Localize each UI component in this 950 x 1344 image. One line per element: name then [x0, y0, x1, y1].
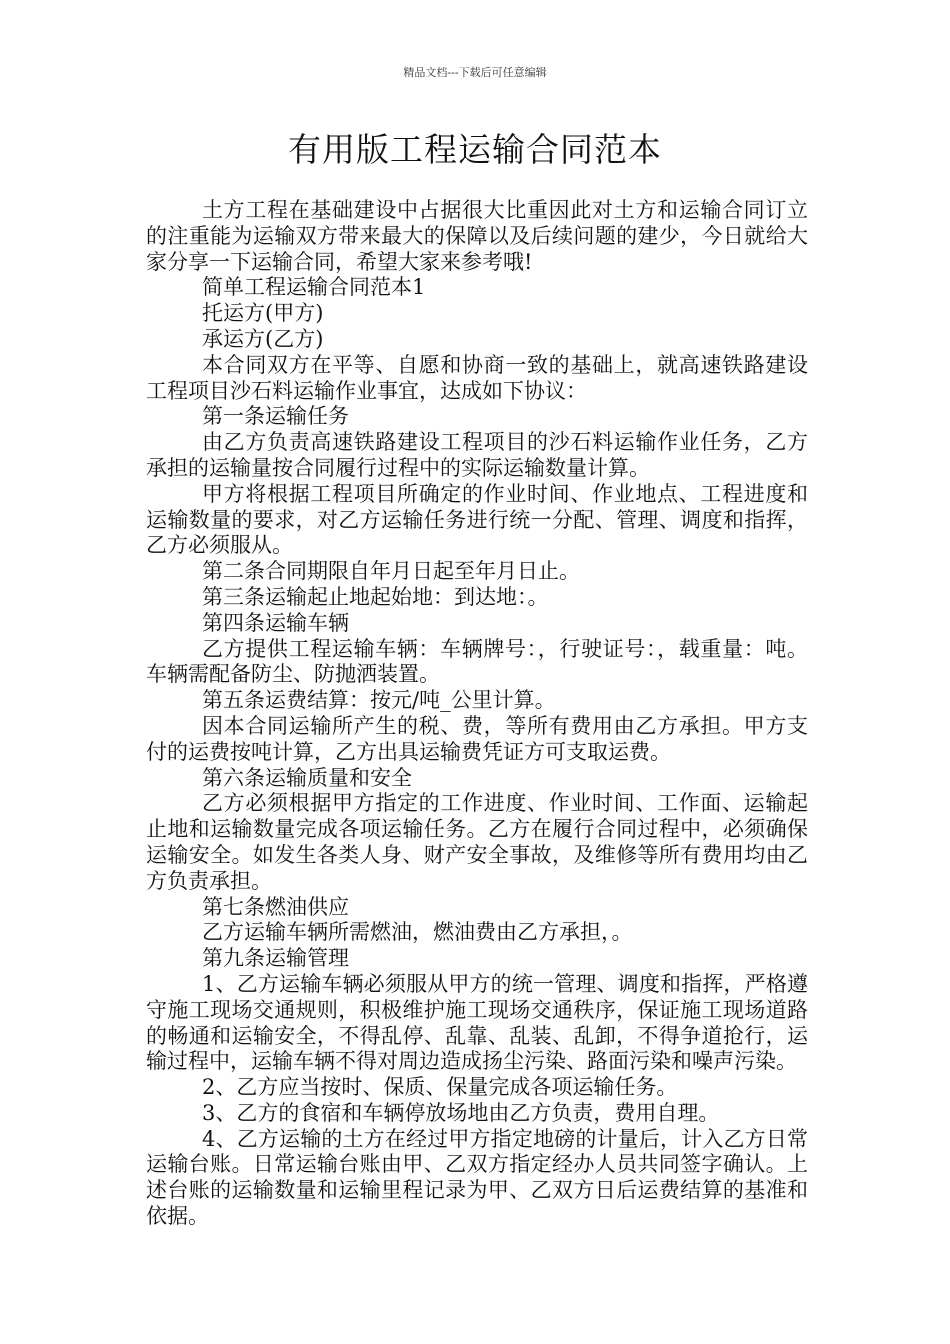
intro-paragraph: 土方工程在基础建设中占据很大比重因此对土方和运输合同订立的注重能为运输双方带来最大的保障以及后续问题的建少，今日就给大家分享一下运输合同，希望大家来参考哦!	[146, 198, 808, 274]
article-heading: 第五条运费结算：按元/吨_公里计算。	[202, 688, 556, 713]
page-header-note: 精品文档---下载后可任意编辑	[403, 66, 547, 79]
document-title: 有用版工程运输合同范本	[288, 130, 662, 169]
article-paragraph: 乙方提供工程运输车辆：车辆牌号：，行驶证号：，载重量：吨。车辆需配备防尘、防抛洒装置。	[146, 636, 808, 687]
article-heading: 第七条燃油供应	[202, 894, 349, 919]
preamble-paragraph: 本合同双方在平等、自愿和协商一致的基础上，就高速铁路建设工程项目沙石料运输作业事宜，达成如下协议：	[146, 352, 808, 403]
article-paragraph: 乙方必须根据甲方指定的工作进度、作业时间、工作面、运输起止地和运输数量完成各项运输任务。乙方在履行合同过程中，必须确保运输安全。如发生各类人身、财产安全事故，及维修等所有费用均由乙方负责承担。	[146, 791, 808, 893]
article-paragraph: 乙方运输车辆所需燃油，燃油费由乙方承担，。	[202, 920, 633, 945]
clause-item: 3、乙方的食宿和车辆停放场地由乙方负责，费用自理。	[202, 1100, 720, 1125]
clause-item: 2、乙方应当按时、保质、保量完成各项运输任务。	[202, 1075, 678, 1100]
article-heading: 第二条合同期限自年月日起至年月日止。	[202, 559, 580, 584]
article-paragraph: 由乙方负责高速铁路建设工程项目的沙石料运输作业任务，乙方承担的运输量按合同履行过程中的实际运输数量计算。	[146, 430, 808, 480]
article-heading: 第六条运输质量和安全	[202, 765, 412, 790]
clause-item: 1、乙方运输车辆必须服从甲方的统一管理、调度和指挥，严格遵守施工现场交通规则，积极维护施工现场交通秩序，保证施工现场道路的畅通和运输安全，不得乱停、乱靠、乱装、乱卸，不得争道抢行，运输过程中，运输车辆不得对周边造成扬尘污染、路面污染和噪声污染。	[146, 971, 808, 1074]
contract-sample-heading: 简单工程运输合同范本1	[202, 275, 426, 300]
article-paragraph: 甲方将根据工程项目所确定的作业时间、作业地点、工程进度和运输数量的要求，对乙方运输任务进行统一分配、管理、调度和指挥，乙方必须服从。	[146, 481, 808, 558]
article-heading: 第三条运输起止地起始地：到达地：。	[202, 584, 549, 609]
article-heading: 第一条运输任务	[202, 404, 349, 429]
article-heading: 第四条运输车辆	[202, 610, 349, 635]
article-heading: 第九条运输管理	[202, 946, 349, 971]
party-a-line: 托运方(甲方)	[202, 301, 324, 326]
document-body	[146, 198, 808, 1230]
clause-item: 4、乙方运输的土方在经过甲方指定地磅的计量后，计入乙方日常运输台账。日常运输台账由甲、乙双方指定经办人员共同签字确认。上述台账的运输数量和运输里程记录为甲、乙双方日后运费结算的基准和依据。	[146, 1126, 808, 1229]
party-b-line: 承运方(乙方)	[202, 326, 324, 351]
article-paragraph: 因本合同运输所产生的税、费，等所有费用由乙方承担。甲方支付的运费按吨计算，乙方出具运输费凭证方可支取运费。	[146, 713, 808, 764]
